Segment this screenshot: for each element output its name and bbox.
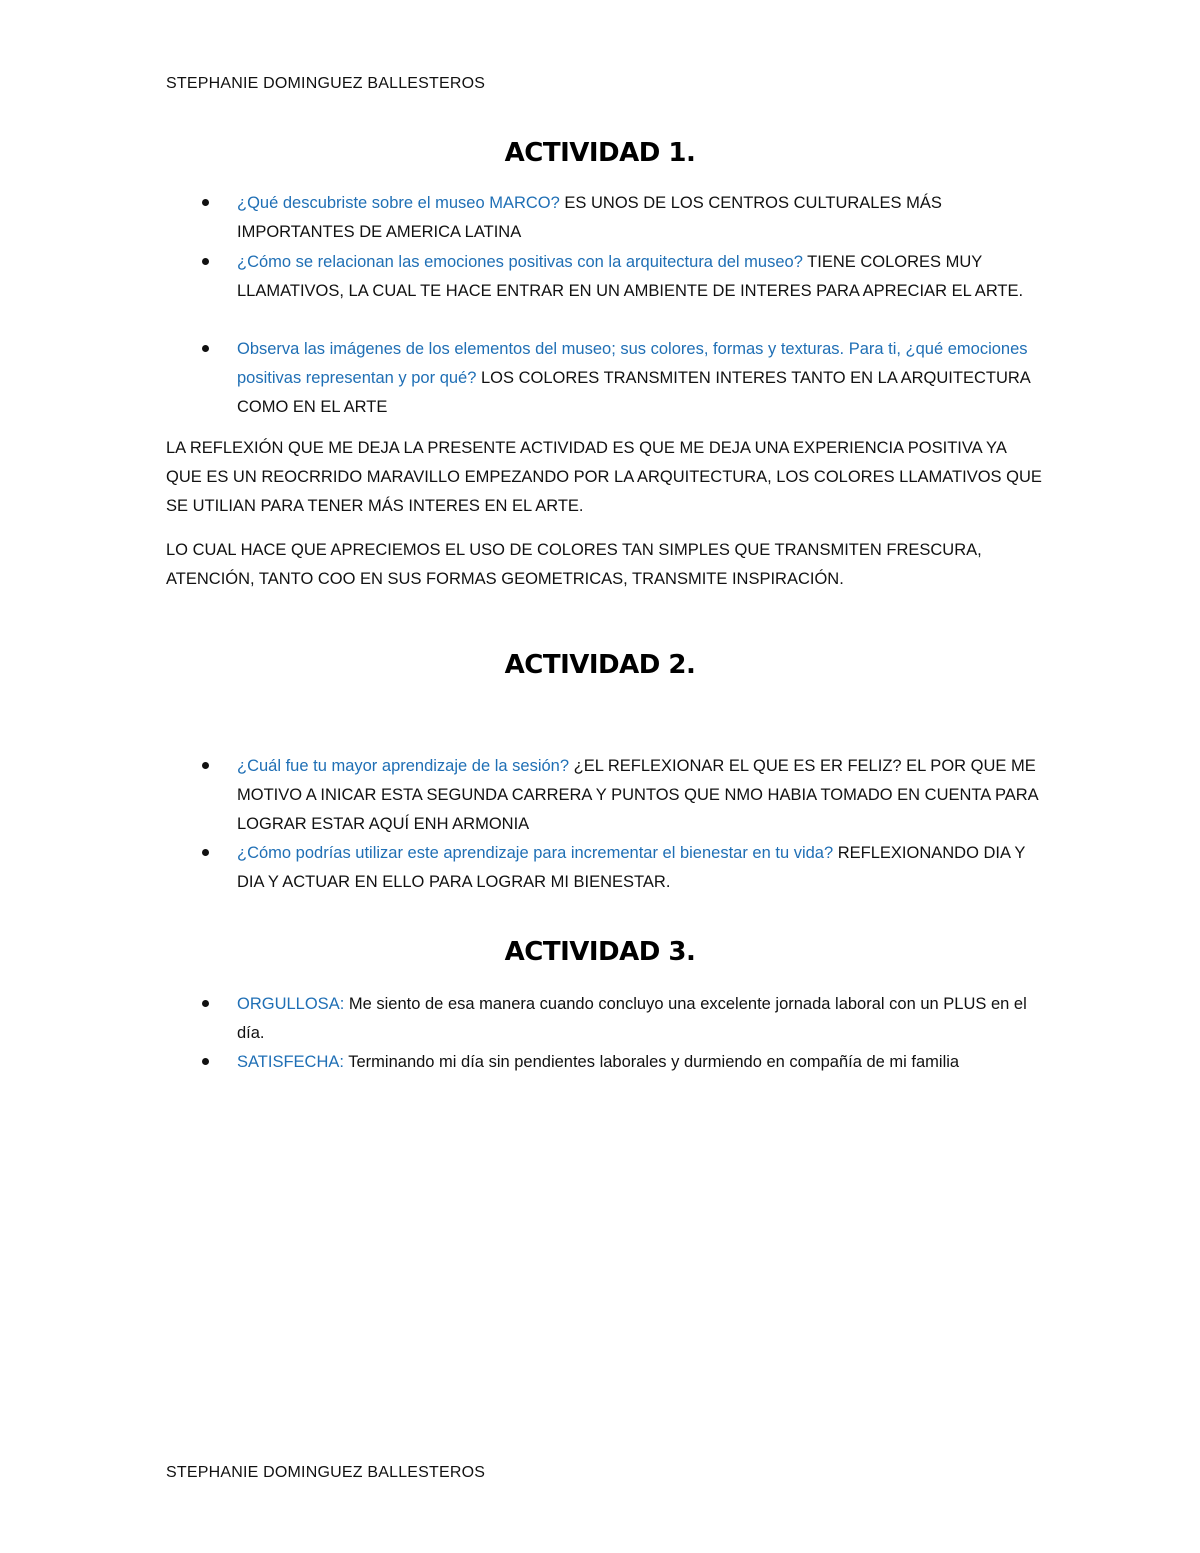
- list-item-text: [237, 752, 1047, 839]
- bullet-icon: [202, 199, 209, 206]
- question-text: ¿Qué descubriste sobre el museo MARCO?: [237, 194, 560, 212]
- list-item-text: [237, 248, 1047, 306]
- reflection-paragraph: LA REFLEXIÓN QUE ME DEJA LA PRESENTE ACTIVIDAD ES QUE ME DEJA UNA EXPERIENCIA POSITIVA YA QUE ES UN REOCRRIDO MARAVILLO EMPEZANDO POR LA ARQUITECTURA, LOS COLORES LLAMATIVOS QUE SE UTILIAN PARA TENER MÁS INTERES EN EL ARTE.: [166, 439, 1042, 515]
- question-text: ¿Cuál fue tu mayor aprendizaje de la sesión?: [237, 757, 570, 775]
- bullet-icon: [202, 345, 209, 352]
- list-item-text: [237, 839, 1047, 897]
- answer-text: Me siento de esa manera cuando concluyo una excelente jornada laboral con un PLUS en el día.: [237, 995, 1027, 1042]
- list-item-text: [237, 990, 1047, 1048]
- activity-2-title: ACTIVIDAD 2.: [504, 650, 696, 680]
- answer-text: Terminando mi día sin pendientes laborales y durmiendo en compañía de mi familia: [343, 1053, 960, 1071]
- list-item-text: [237, 335, 1047, 422]
- page-header: STEPHANIE DOMINGUEZ BALLESTEROS: [166, 75, 486, 92]
- answer-text: TIENE COLORES MUY LLAMATIVOS, LA CUAL TE HACE ENTRAR EN UN AMBIENTE DE INTERES PARA APRECIAR EL ARTE.: [237, 253, 1024, 300]
- question-text: ¿Cómo se relacionan las emociones positivas con la arquitectura del museo?: [237, 253, 803, 271]
- activity-3-title: ACTIVIDAD 3.: [504, 937, 696, 967]
- bullet-icon: [202, 1058, 209, 1065]
- question-text: ¿Cómo podrías utilizar este aprendizaje para incrementar el bienestar en tu vida?: [237, 844, 834, 862]
- question-text: Observa las imágenes de los elementos del museo; sus colores, formas y texturas. Para ti, ¿qué emociones positivas representan y por qué?: [237, 340, 1028, 387]
- activity-1-title: ACTIVIDAD 1.: [504, 138, 696, 168]
- answer-text: REFLEXIONANDO DIA Y DIA Y ACTUAR EN ELLO PARA LOGRAR MI BIENESTAR.: [237, 844, 1026, 891]
- answer-text: LOS COLORES TRANSMITEN INTERES TANTO EN LA ARQUITECTURA COMO EN EL ARTE: [237, 369, 1030, 416]
- bullet-icon: [202, 849, 209, 856]
- bullet-icon: [202, 1000, 209, 1007]
- page-footer: STEPHANIE DOMINGUEZ BALLESTEROS: [166, 1464, 486, 1481]
- answer-text: ES UNOS DE LOS CENTROS CULTURALES MÁS IMPORTANTES DE AMERICA LATINA: [237, 194, 942, 241]
- reflection-paragraph: LO CUAL HACE QUE APRECIEMOS EL USO DE COLORES TAN SIMPLES QUE TRANSMITEN FRESCURA, ATENCIÓN, TANTO COO EN SUS FORMAS GEOMETRICAS, TRANSMITE INSPIRACIÓN.: [166, 541, 982, 588]
- list-item-text: [237, 189, 1047, 247]
- bullet-icon: [202, 762, 209, 769]
- list-item-text: [237, 1048, 1047, 1077]
- question-text: ORGULLOSA:: [237, 995, 345, 1013]
- question-text: SATISFECHA:: [237, 1053, 344, 1071]
- answer-text: ¿EL REFLEXIONAR EL QUE ES ER FELIZ? EL POR QUE ME MOTIVO A INICAR ESTA SEGUNDA CARRERA Y PUNTOS QUE NMO HABIA TOMADO EN CUENTA PARA LOGRAR ESTAR AQUÍ ENH ARMONIA: [237, 757, 1038, 833]
- bullet-icon: [202, 258, 209, 265]
